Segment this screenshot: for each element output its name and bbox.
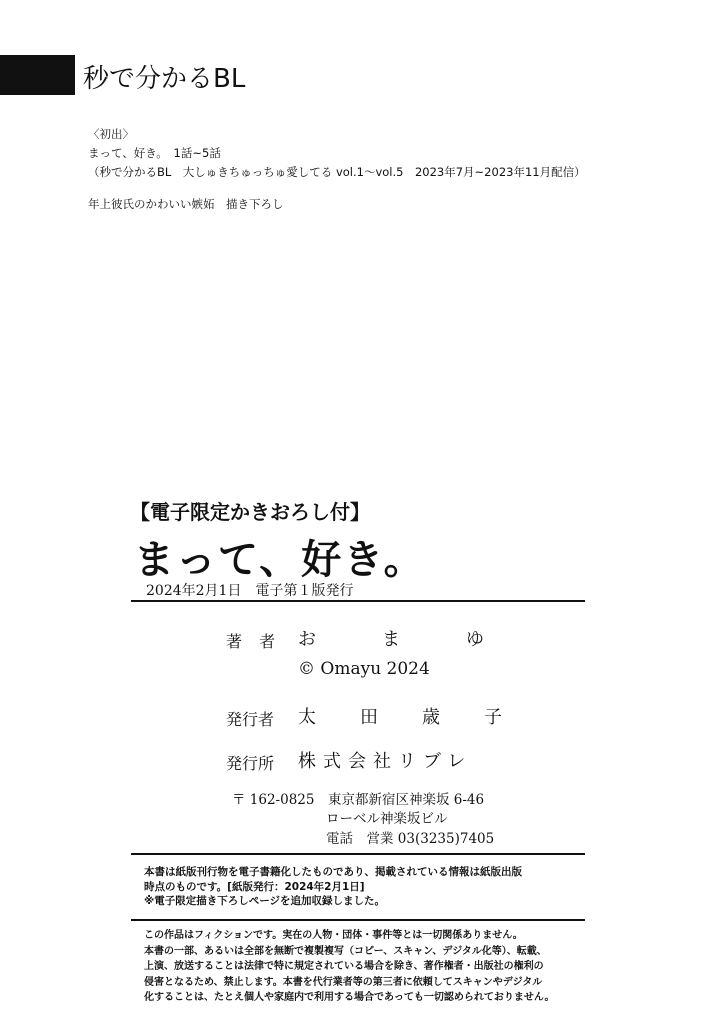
legal-notice — [144, 928, 555, 1006]
edition-tag: 【電子限定かきおろし付】 — [130, 500, 370, 524]
notice-divider — [131, 853, 585, 855]
first-publication-line: （秒で分かるBL 大しゅきちゅっちゅ愛してる vol.1～vol.5 2023年7月~2023年11月配信） — [88, 165, 586, 179]
legal-divider — [131, 919, 585, 921]
title-divider — [131, 600, 585, 602]
legal-line: 本書の一部、あるいは全部を無断で複製複写（コピー、スキャン、デジタル化等）、転載、 — [144, 945, 547, 957]
author-name: おまゆ — [298, 629, 550, 650]
address-line: 〒 162-0825 東京都新宿区神楽坂 6-46 — [232, 792, 485, 808]
bonus-story-line: 年上彼氏のかわいい嫉妬 描き下ろし — [88, 197, 284, 211]
legal-line: 上演、放送することは法律で特に規定されている場合を除き、著作権者・出版社の権利の — [144, 961, 544, 973]
publisher-person-name: 太田歳子 — [298, 707, 546, 728]
ebook-notice — [144, 865, 522, 909]
phone-number: 電話 営業 03(3235)7405 — [326, 831, 495, 847]
legal-line: この作品はフィクションです。実在の人物・団体・事件等とは一切関係ありません。 — [144, 930, 523, 941]
header-black-bar — [0, 55, 75, 95]
first-publication-heading: 〈初出〉 — [88, 127, 134, 141]
publish-date: 2024年2月1日 電子第１版発行 — [146, 583, 354, 599]
legal-line: 侵害となるため、禁止します。本書を代行業者等の第三者に依頼してスキャンやデジタル — [144, 976, 543, 988]
publisher-company-name: 株式会社リブレ — [298, 751, 473, 772]
publisher-company-label: 発行所 — [226, 754, 275, 773]
book-title: まって、好き。 — [134, 537, 426, 583]
copyright-notice: © Omayu 2024 — [298, 659, 430, 679]
author-label: 著 者 — [226, 632, 282, 651]
notice-line: 本書は紙版刊行物を電子書籍化したものであり、掲載されている情報は紙版出版 — [144, 866, 522, 878]
notice-line: 時点のものです。[紙版発行：2024年2月1日] — [144, 880, 365, 893]
publisher-person-label: 発行者 — [226, 710, 275, 729]
first-publication-block — [88, 125, 586, 182]
legal-line: 化することは、たとえ個人や家庭内で利用する場合であっても一切認められておりません。 — [144, 992, 555, 1004]
series-logo: 秒で分かるBL — [83, 64, 246, 94]
address-building: ローベル神楽坂ビル — [326, 811, 448, 827]
notice-line: ※電子限定描き下ろしページを追加収録しました。 — [144, 895, 385, 907]
first-publication-line: まって、好き。 1話~5話 — [88, 146, 221, 160]
